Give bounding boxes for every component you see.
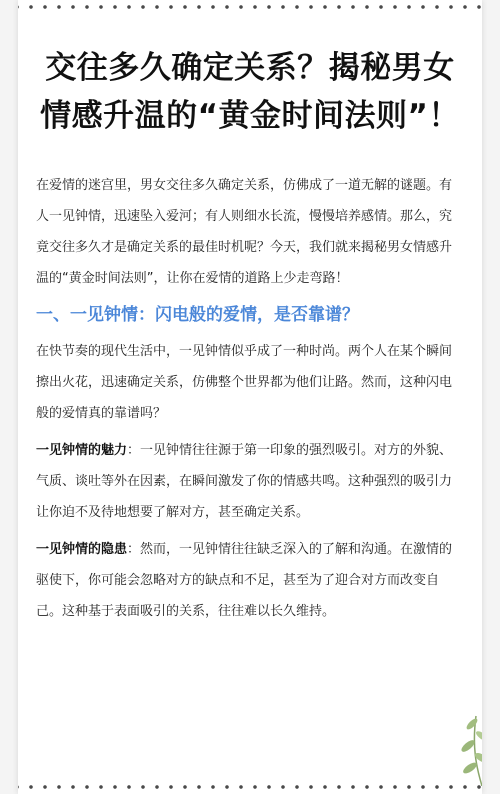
article-content	[36, 170, 462, 627]
section-heading: 一、一见钟情：闪电般的爱情，是否靠谱？	[36, 305, 359, 325]
top-dotted-border	[18, 2, 482, 12]
charm-text: ：一见钟情往往源于第一印象的强烈吸引。对方的外貌、气质、谈吐等外在因素，在瞬间激发了你的情感共鸣。这种强烈的吸引力让你迫不及待地想要了解对方，甚至确定关系。	[36, 443, 453, 520]
charm-term: 一见钟情的魅力	[36, 443, 128, 458]
article-sheet	[18, 0, 482, 794]
charm-paragraph	[36, 435, 462, 528]
risk-term: 一见钟情的隐患	[36, 542, 128, 557]
risk-text: ：然而，一见钟情往往缺乏深入的了解和沟通。在激情的驱使下，你可能会忽略对方的缺点和不足，甚至为了迎合对方而改变自己。这种基于表面吸引的关系，往往难以长久维持。	[36, 542, 453, 619]
section-paragraph: 在快节奏的现代生活中，一见钟情似乎成了一种时尚。两个人在某个瞬间擦出火花，迅速确定关系，仿佛整个世界都为他们让路。然而，这种闪电般的爱情真的靠谱吗？	[36, 344, 453, 421]
bottom-dotted-border	[18, 782, 482, 792]
article-title: 交往多久确定关系？揭秘男女情感升温的“黄金时间法则”！	[40, 50, 460, 134]
leaf-branch-icon	[442, 706, 482, 786]
intro-paragraph: 在爱情的迷宫里，男女交往多久确定关系，仿佛成了一道无解的谜题。有人一见钟情，迅速坠入爱河；有人则细水长流，慢慢培养感情。那么，究竟交往多久才是确定关系的最佳时机呢？今天，我们就来揭秘男女情感升温的“黄金时间法则”，让你在爱情的道路上少走弯路！	[36, 178, 453, 286]
risk-paragraph	[36, 534, 462, 627]
